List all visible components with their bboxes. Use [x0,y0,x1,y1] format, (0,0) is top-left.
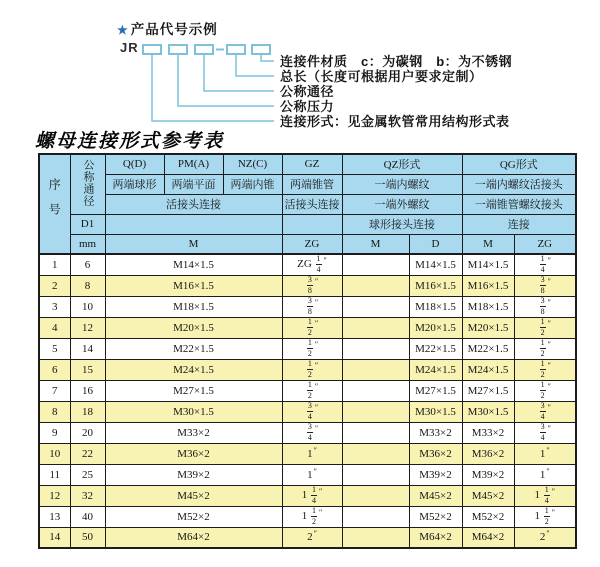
header-subconn-qg: 连接 [462,214,576,234]
code-box-5 [252,45,270,54]
cell-seq: 8 [39,401,70,422]
cell-seq: 4 [39,317,70,338]
cell-thread-m: M45×2 [105,485,282,506]
cell-qz-m [342,506,409,527]
header-type-qg: 一端内螺纹活接头 [462,174,576,194]
cell-zg: $\frac{3}{8}$ ″ [282,275,342,296]
cell-qz-m [342,485,409,506]
cell-mm: 20 [70,422,105,443]
cell-mm: 14 [70,338,105,359]
cell-qz-m [342,380,409,401]
cell-thread-m: M30×1.5 [105,401,282,422]
cell-mm: 6 [70,254,105,275]
cell-thread-m: M52×2 [105,506,282,527]
table-row [39,485,576,506]
cell-qz-m [342,359,409,380]
cell-qz-d: M20×1.5 [409,317,462,338]
cell-zg: 1″ [282,464,342,485]
cell-qg-zg: 1″ [514,443,576,464]
cell-thread-m: M22×1.5 [105,338,282,359]
cell-seq: 12 [39,485,70,506]
cell-qg-zg: $\frac{3}{8}$ ″ [514,275,576,296]
cell-qg-zg: 1 $\frac{1}{4}$ ″ [514,485,576,506]
cell-qg-m: M36×2 [462,443,514,464]
cell-seq: 10 [39,443,70,464]
connector-line-diameter [204,54,274,91]
connector-line-material [261,54,274,61]
cell-thread-m: M33×2 [105,422,282,443]
header-thread-qz-m: M [342,234,409,254]
cell-qz-m [342,401,409,422]
header-diameter: 公称通径 [70,154,105,214]
cell-qg-zg: $\frac{1}{2}$ ″ [514,380,576,401]
cell-thread-m: M24×1.5 [105,359,282,380]
cell-qz-d: M30×1.5 [409,401,462,422]
cell-qz-d: M16×1.5 [409,275,462,296]
header-thread-qz-d: D [409,234,462,254]
header-type-nzc: 两端内锥 [223,174,282,194]
cell-qz-d: M36×2 [409,443,462,464]
code-label-material: 连接件材质 c：为碳钢 b：为不锈钢 [280,54,513,69]
cell-qg-m: M22×1.5 [462,338,514,359]
cell-qz-m [342,527,409,548]
diagram-heading [117,18,218,38]
cell-zg: 1 $\frac{1}{4}$ ″ [282,485,342,506]
cell-qg-m: M14×1.5 [462,254,514,275]
cell-zg: 1″ [282,443,342,464]
cell-qg-m: M30×1.5 [462,401,514,422]
code-label-length: 总长（长度可根据用户要求定制） [280,69,483,84]
nut-connection-table [38,153,577,549]
cell-zg: $\frac{3}{8}$ ″ [282,296,342,317]
cell-zg: $\frac{3}{4}$ ″ [282,422,342,443]
cell-qg-m: M27×1.5 [462,380,514,401]
table-row [39,254,576,275]
table-row [39,296,576,317]
code-label-form: 连接形式：见金属软管常用结构形式表 [280,114,510,129]
code-label-diameter: 公称通径 [280,84,335,99]
header-group-nzc: NZ(C) [223,154,282,174]
cell-qg-m: M20×1.5 [462,317,514,338]
cell-qz-d: M52×2 [409,506,462,527]
table-row [39,527,576,548]
header-type-qd: 两端球形 [105,174,164,194]
header-type-pma: 两端平面 [164,174,223,194]
table-body [39,254,576,548]
cell-qz-d: M24×1.5 [409,359,462,380]
cell-qg-m: M18×1.5 [462,296,514,317]
cell-qg-m: M39×2 [462,464,514,485]
cell-mm: 22 [70,443,105,464]
cell-qz-m [342,317,409,338]
cell-qz-m [342,443,409,464]
cell-thread-m: M20×1.5 [105,317,282,338]
connector-line-form [152,54,274,121]
table-row [39,338,576,359]
cell-seq: 6 [39,359,70,380]
cell-qg-zg: $\frac{1}{2}$ ″ [514,359,576,380]
cell-seq: 9 [39,422,70,443]
table-title: 螺母连接形式参考表 [35,130,225,152]
cell-seq: 3 [39,296,70,317]
code-label-pressure: 公称压力 [280,99,335,114]
header-type-qz: 一端内螺纹 [342,174,462,194]
table-row [39,443,576,464]
cell-qz-d: M27×1.5 [409,380,462,401]
cell-mm: 12 [70,317,105,338]
cell-zg: 1 $\frac{1}{2}$ ″ [282,506,342,527]
header-subconn-qz: 球形接头连接 [342,214,462,234]
cell-zg: $\frac{3}{4}$ ″ [282,401,342,422]
header-group-qz: QZ形式 [342,154,462,174]
code-box-1 [143,45,161,54]
cell-qz-m [342,254,409,275]
cell-seq: 7 [39,380,70,401]
cell-zg: ZG $\frac{1}{4}$ ″ [282,254,342,275]
cell-zg: $\frac{1}{2}$ ″ [282,317,342,338]
cell-qg-m: M33×2 [462,422,514,443]
cell-thread-m: M36×2 [105,443,282,464]
cell-qg-zg: $\frac{1}{2}$ ″ [514,338,576,359]
cell-qz-d: M18×1.5 [409,296,462,317]
cell-mm: 40 [70,506,105,527]
header-conn-gz: 活接头连接 [282,194,342,214]
header-thread-m: M [105,234,282,254]
header-seq: 序号 [39,154,70,254]
diagram-heading-text: 产品代号示例 [130,22,218,37]
code-prefix: JR [120,40,139,55]
cell-thread-m: M14×1.5 [105,254,282,275]
cell-qg-zg: $\frac{3}{4}$ ″ [514,401,576,422]
table-row [39,422,576,443]
header-group-qd: Q(D) [105,154,164,174]
cell-qg-zg: $\frac{3}{8}$ ″ [514,296,576,317]
cell-qz-d: M22×1.5 [409,338,462,359]
cell-thread-m: M64×2 [105,527,282,548]
header-group-gz: GZ [282,154,342,174]
cell-mm: 50 [70,527,105,548]
header-thread-zg: ZG [282,234,342,254]
cell-qg-zg: 1 $\frac{1}{2}$ ″ [514,506,576,527]
cell-seq: 11 [39,464,70,485]
cell-qg-zg: $\frac{1}{2}$ ″ [514,317,576,338]
code-box-4 [227,45,245,54]
table-row [39,401,576,422]
cell-zg: $\frac{1}{2}$ ″ [282,338,342,359]
cell-mm: 32 [70,485,105,506]
header-conn-qg: 一端锥管螺纹接头 [462,194,576,214]
table-row [39,275,576,296]
cell-qg-m: M24×1.5 [462,359,514,380]
table-row [39,380,576,401]
cell-mm: 15 [70,359,105,380]
cell-zg: $\frac{1}{2}$ ″ [282,359,342,380]
cell-qg-zg: 2″ [514,527,576,548]
cell-seq: 5 [39,338,70,359]
cell-qz-m [342,275,409,296]
header-thread-qg-m: M [462,234,514,254]
table-header [39,154,576,254]
header-conn-qz: 一端外螺纹 [342,194,462,214]
cell-thread-m: M39×2 [105,464,282,485]
code-box-3 [195,45,213,54]
cell-qg-m: M64×2 [462,527,514,548]
cell-mm: 16 [70,380,105,401]
header-d1: D1 [70,214,105,234]
cell-qz-d: M64×2 [409,527,462,548]
cell-qg-zg: $\frac{1}{4}$ ″ [514,254,576,275]
table-row [39,464,576,485]
product-code-diagram [0,0,600,135]
cell-seq: 1 [39,254,70,275]
cell-qg-m: M45×2 [462,485,514,506]
cell-zg: 2″ [282,527,342,548]
cell-zg: $\frac{1}{2}$ ″ [282,380,342,401]
header-blank-gz [282,214,342,234]
cell-qg-m: M52×2 [462,506,514,527]
star-icon: ★ [117,23,129,37]
cell-qz-m [342,422,409,443]
cell-thread-m: M16×1.5 [105,275,282,296]
connector-line-pressure [178,54,274,106]
header-type-gz: 两端锥管 [282,174,342,194]
header-conn-union: 活接头连接 [105,194,282,214]
cell-seq: 14 [39,527,70,548]
cell-qz-d: M45×2 [409,485,462,506]
connector-line-length [236,54,274,76]
cell-mm: 18 [70,401,105,422]
cell-seq: 2 [39,275,70,296]
cell-qz-m [342,338,409,359]
cell-qz-d: M14×1.5 [409,254,462,275]
cell-mm: 10 [70,296,105,317]
cell-qz-d: M33×2 [409,422,462,443]
header-thread-qg-zg: ZG [514,234,576,254]
header-group-pma: PM(A) [164,154,223,174]
cell-qg-m: M16×1.5 [462,275,514,296]
cell-thread-m: M27×1.5 [105,380,282,401]
table-row [39,359,576,380]
cell-qz-d: M39×2 [409,464,462,485]
header-mm: mm [70,234,105,254]
cell-qz-m [342,296,409,317]
cell-mm: 25 [70,464,105,485]
cell-qg-zg: $\frac{3}{4}$ ″ [514,422,576,443]
header-group-qg: QG形式 [462,154,576,174]
cell-qz-m [342,464,409,485]
cell-mm: 8 [70,275,105,296]
header-blank-left [105,214,282,234]
code-box-2 [169,45,187,54]
table-row [39,317,576,338]
cell-qg-zg: 1″ [514,464,576,485]
cell-seq: 13 [39,506,70,527]
cell-thread-m: M18×1.5 [105,296,282,317]
table-row [39,506,576,527]
